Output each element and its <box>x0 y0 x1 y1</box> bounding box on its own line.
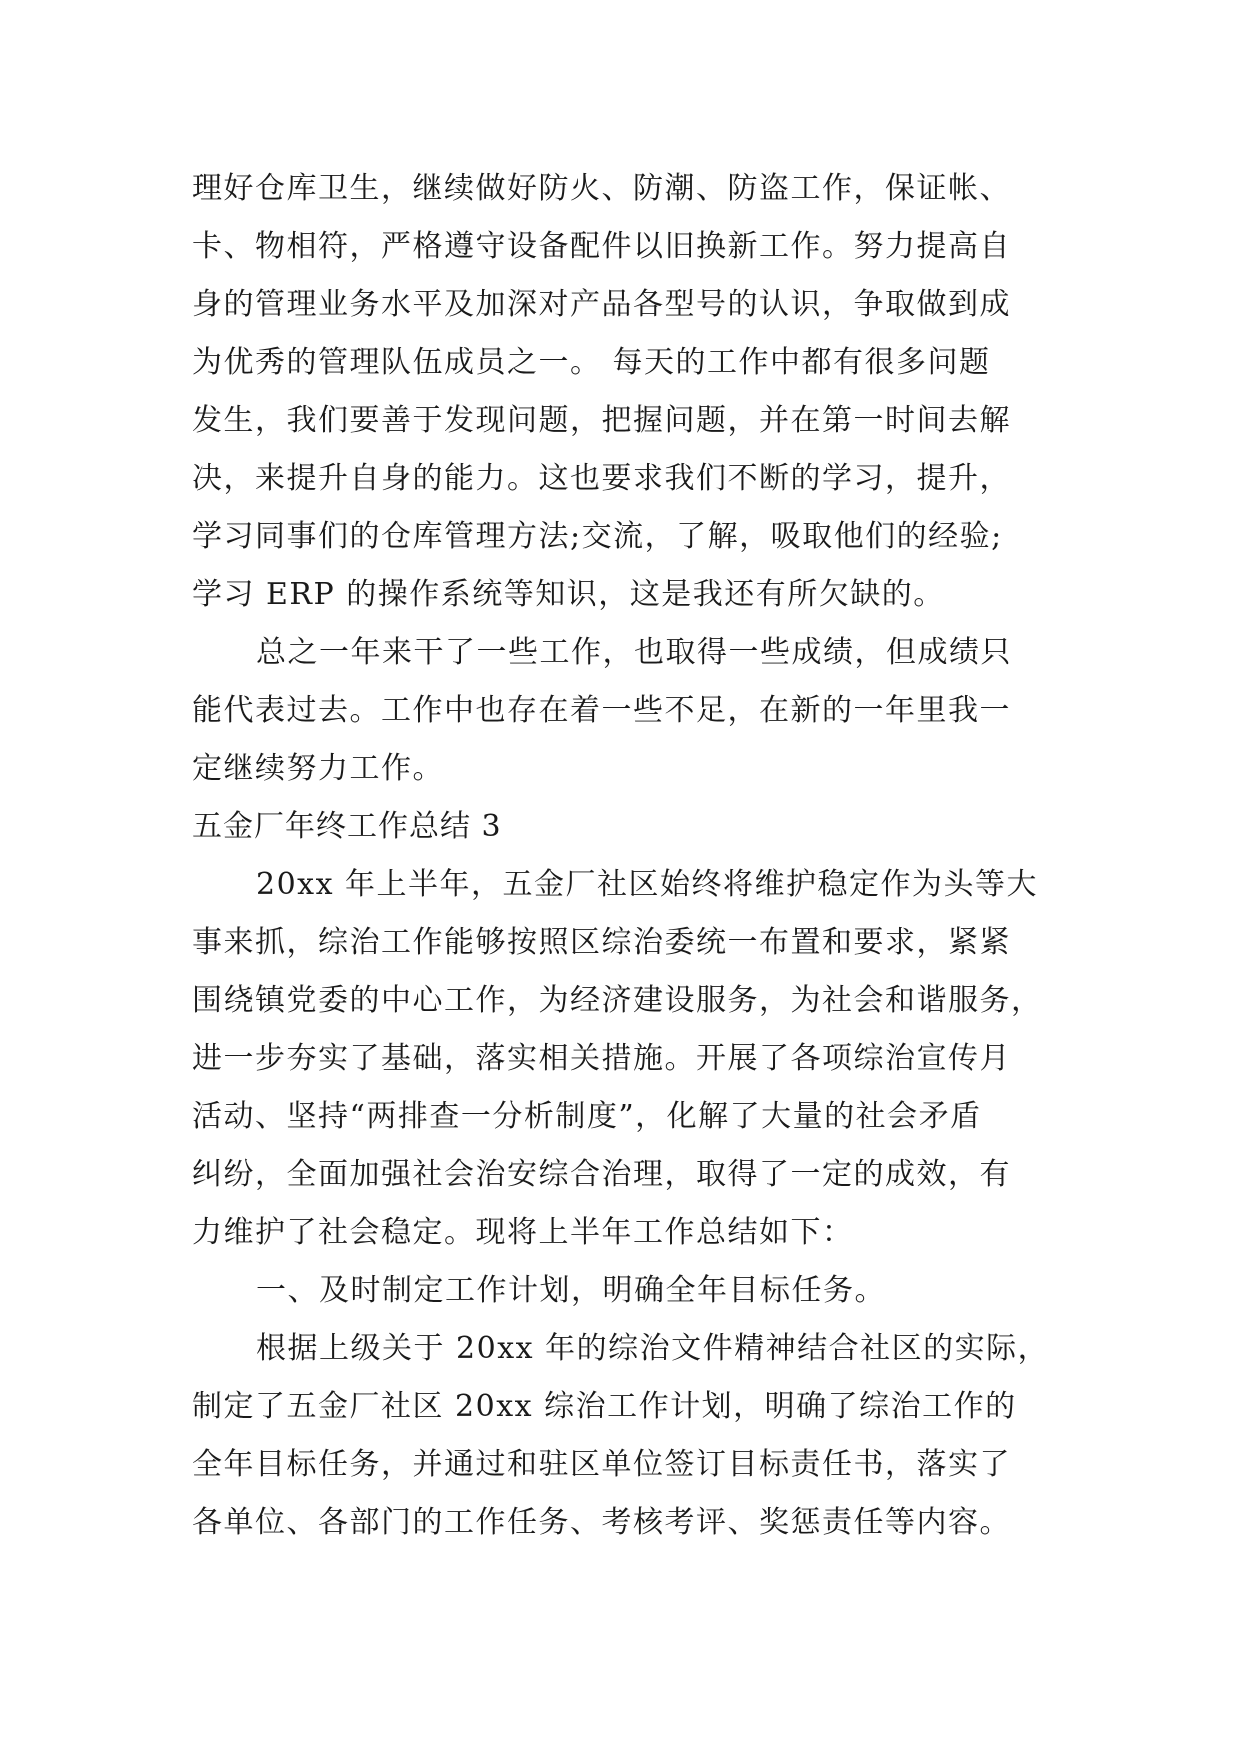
section-heading <box>192 798 1072 856</box>
paragraph <box>192 1320 1072 1552</box>
text-line: 围绕镇党委的中心工作，为经济建设服务，为社会和谐服务， <box>192 983 1043 1018</box>
text-line: 卡、物相符，严格遵守设备配件以旧换新工作。努力提高自 <box>192 229 1011 264</box>
text-line: 一、及时制定工作计划，明确全年目标任务。 <box>256 1273 886 1308</box>
text-line: 理好仓库卫生，继续做好防火、防潮、防盗工作，保证帐、 <box>192 171 1011 206</box>
text-line: 进一步夯实了基础，落实相关措施。开展了各项综治宣传月 <box>192 1041 1011 1076</box>
text-line: 20xx 年上半年，五金厂社区始终将维护稳定作为头等大 <box>256 867 1039 902</box>
text-line: 根据上级关于 20xx 年的综治文件精神结合社区的实际， <box>256 1331 1050 1366</box>
text-line: 定继续努力工作。 <box>192 751 444 786</box>
heading-line: 五金厂年终工作总结 3 <box>192 809 502 844</box>
paragraph <box>192 160 1072 624</box>
text-line: 事来抓，综治工作能够按照区综治委统一布置和要求，紧紧 <box>192 925 1011 960</box>
text-line: 决，来提升自身的能力。这也要求我们不断的学习，提升， <box>192 461 1011 496</box>
text-line: 力维护了社会稳定。现将上半年工作总结如下： <box>192 1215 854 1250</box>
paragraph <box>192 1262 1072 1320</box>
text-line: 身的管理业务水平及加深对产品各型号的认识，争取做到成 <box>192 287 1011 322</box>
document-body <box>192 160 1072 1552</box>
text-line: 为优秀的管理队伍成员之一。 每天的工作中都有很多问题 <box>192 345 991 380</box>
text-line: 学习同事们的仓库管理方法;交流，了解，吸取他们的经验; <box>192 519 1003 554</box>
text-line: 能代表过去。工作中也存在着一些不足，在新的一年里我一 <box>192 693 1011 728</box>
text-line: 制定了五金厂社区 20xx 综治工作计划，明确了综治工作的 <box>192 1389 1017 1424</box>
text-line: 发生，我们要善于发现问题，把握问题，并在第一时间去解 <box>192 403 1011 438</box>
text-line: 活动、坚持“两排查一分析制度”，化解了大量的社会矛盾 <box>192 1099 982 1134</box>
text-line: 总之一年来干了一些工作，也取得一些成绩，但成绩只 <box>256 635 1012 670</box>
paragraph <box>192 624 1072 798</box>
text-line: 学习 ERP 的操作系统等知识，这是我还有所欠缺的。 <box>192 577 945 612</box>
text-line: 纠纷，全面加强社会治安综合治理，取得了一定的成效，有 <box>192 1157 1011 1192</box>
paragraph <box>192 856 1072 1262</box>
text-line: 各单位、各部门的工作任务、考核考评、奖惩责任等内容。 <box>192 1505 1011 1540</box>
text-line: 全年目标任务，并通过和驻区单位签订目标责任书，落实了 <box>192 1447 1011 1482</box>
